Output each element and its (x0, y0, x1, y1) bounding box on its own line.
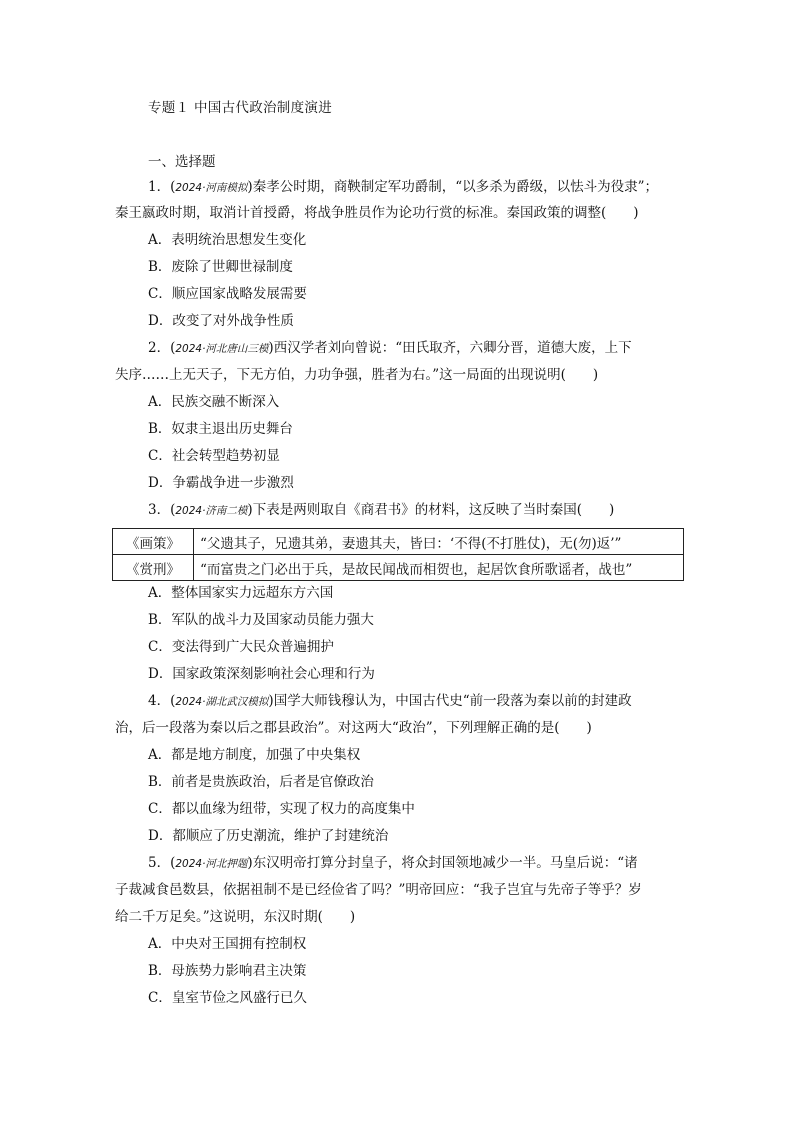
question-2-line-2: 失序……上无天子，下无方伯，力功争强，胜者为右。”这一局面的出现说明( ) (115, 367, 599, 383)
question-3-option-d: D．国家政策深刻影响社会心理和行为 (148, 666, 375, 682)
page-title: 专题１ 中国古代政治制度演进 (148, 100, 332, 116)
table-cell-text: “而富贵之门必出于兵，是故民闻战而相贺也，起居饮食所歌谣者，战也” (194, 555, 684, 581)
question-2-line-1: 2．(2024·河北唐山三模)西汉学者刘向曾说：“田氏取齐，六卿分晋，道德大废，上下 (148, 340, 632, 356)
table-row (113, 529, 684, 555)
question-4-line-2: 治，后一段落为秦以后之郡县政治”。对这两大“政治”，下列理解正确的是( ) (115, 720, 592, 736)
question-3-option-c: C．变法得到广大民众普遍拥护 (148, 639, 334, 655)
question-2-option-d: D．争霸战争进一步激烈 (148, 475, 294, 491)
question-5-line-1: 5．(2024·河北押题)东汉明帝打算分封皇子，将众封国领地减少一半。马皇后说：“诸 (148, 855, 638, 871)
question-1-option-a: A．表明统治思想发生变化 (148, 232, 307, 248)
question-2-option-a: A．民族交融不断深入 (148, 394, 280, 410)
material-table (112, 528, 684, 581)
table-cell-book: 《画策》 (113, 529, 194, 555)
table-cell-book: 《赏刑》 (113, 555, 194, 581)
question-5-line-3: 给二千万足矣。”这说明，东汉时期( ) (115, 909, 356, 925)
question-4-option-c: C．都以血缘为纽带，实现了权力的高度集中 (148, 801, 415, 817)
question-1-option-c: C．顺应国家战略发展需要 (148, 286, 307, 302)
question-3-line-1: 3．(2024·济南二模)下表是两则取自《商君书》的材料，这反映了当时秦国( ) (148, 502, 615, 518)
question-1-option-d: D．改变了对外战争性质 (148, 313, 294, 329)
question-source: 2024·河北押题 (175, 858, 248, 870)
question-5-line-2: 子裁减食邑数县，依据祖制不是已经俭省了吗？”明帝回应：“我子岂宜与先帝子等乎？岁 (115, 882, 642, 898)
question-source: 2024·济南二模 (175, 505, 248, 517)
question-4-option-d: D．都顺应了历史潮流，维护了封建统治 (148, 828, 389, 844)
question-5-option-c: C．皇室节俭之风盛行已久 (148, 990, 307, 1006)
question-5-option-a: A．中央对王国拥有控制权 (148, 936, 307, 952)
question-2-option-c: C．社会转型趋势初显 (148, 448, 280, 464)
table-row (113, 555, 684, 581)
question-source: 2024·河南模拟 (175, 182, 248, 194)
question-5-option-b: B．母族势力影响君主决策 (148, 963, 307, 979)
question-4-option-a: A．都是地方制度，加强了中央集权 (148, 747, 361, 763)
question-source: 2024·湖北武汉模拟 (175, 696, 269, 708)
question-3-option-a: A．整体国家实力远超东方六国 (148, 585, 334, 601)
question-4-line-1: 4．(2024·湖北武汉模拟)国学大师钱穆认为，中国古代史“前一段落为秦以前的封建政 (148, 693, 632, 709)
question-1-line-1: 1．(2024·河南模拟)秦孝公时期，商鞅制定军功爵制，“以多杀为爵级，以怯斗为役隶”； (148, 179, 658, 195)
question-2-option-b: B．奴隶主退出历史舞台 (148, 421, 293, 437)
question-3-option-b: B．军队的战斗力及国家动员能力强大 (148, 612, 374, 628)
question-1-line-2: 秦王嬴政时期，取消计首授爵，将战争胜员作为论功行赏的标准。秦国政策的调整( ) (115, 205, 639, 221)
question-4-option-b: B．前者是贵族政治，后者是官僚政治 (148, 774, 374, 790)
section-heading: 一、选择题 (148, 154, 216, 170)
question-1-option-b: B．废除了世卿世禄制度 (148, 259, 293, 275)
question-source: 2024·河北唐山三模 (175, 343, 269, 355)
table-cell-text: “父遗其子，兄遗其弟，妻遗其夫，皆曰：‘不得(不打胜仗)，无(勿)返’” (194, 529, 684, 555)
